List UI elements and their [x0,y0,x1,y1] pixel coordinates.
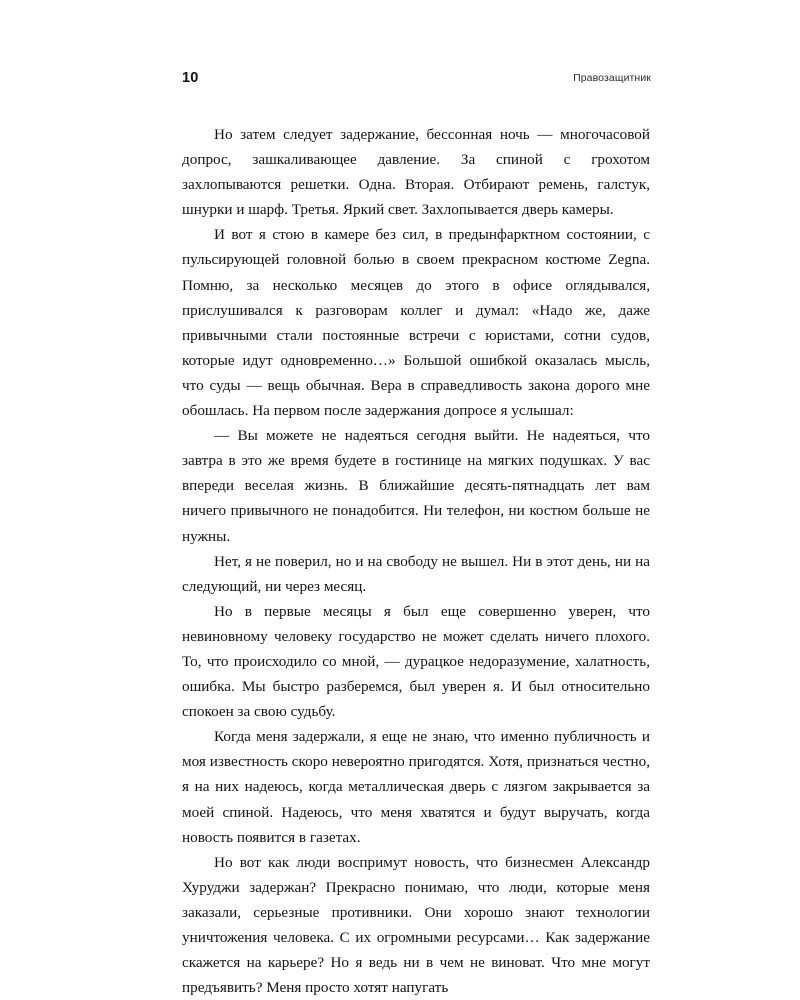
paragraph: Но затем следует задержание, бессонная ночь — многочасовой допрос, зашкаливающее давление. За спиной с грохотом захлопываются решетки. Одна. Вторая. Отбирают ремень, галстук, шнурки и шарф. Третья. Яркий свет. Захлопывается дверь камеры. [182,126,650,219]
page-number: 10 [182,70,199,86]
paragraph: Но в первые месяцы я был еще совершенно уверен, что невиновному человеку государство не может сделать ничего плохого. То, что происходило со мной, — дурацкое недоразумение, халатность, ошибка. Мы быстро разберемся, был уверен я. И был относительно спокоен за свою судьбу. [182,602,650,721]
running-title: Правозащитник [573,72,651,84]
paragraph-dialogue: — Вы можете не надеяться сегодня выйти. Не надеяться, что завтра в это же время будете в гостинице на мягких подушках. У вас впереди веселая жизнь. В ближайшие десять-пятнадцать лет вам ничего привычного не понадобится. Ни телефон, ни костюм больше не нужны. [182,427,650,545]
paragraph: И вот я стою в камере без сил, в предынфарктном состоянии, с пульсирующей головной болью в своем прекрасном костюме Zegna. Помню, за несколько месяцев до этого в офисе оглядывался, прислушивался к разговорам коллег и думал: «Надо же, даже привычными стали постоянные встречи с юристами, сотни судов, которые идут одновременно…» Большой ошибкой оказалась мысль, что суды — вещь обычная. Вера в справедливость закона дорого мне обошлась. На первом после задержания допросе я услышал: [182,226,650,420]
running-head [182,70,650,92]
paragraph: Но вот как люди воспримут новость, что бизнесмен Александр Хуруджи задержан? Прекрасно понимаю, что люди, которые меня заказали, серьезные противники. Они хорошо знают технологии уничтожения человека. С их огромными ресурсами… Как задержание скажется на карьере? Но я ведь ни в чем не виноват. Что мне могут предъявить? Меня просто хотят напугать [182,853,650,997]
body-text [182,122,650,1000]
paragraph: Нет, я не поверил, но и на свободу не вышел. Ни в этот день, ни на следующий, ни через месяц. [182,552,650,595]
paragraph: Когда меня задержали, я еще не знаю, что именно публичность и моя известность скоро невероятно пригодятся. Хотя, признаться честно, я на них надеюсь, когда металлическая дверь с лязгом закрывается за моей спиной. Надеюсь, что меня хватятся и будут выручать, когда новость появится в газетах. [182,728,650,846]
